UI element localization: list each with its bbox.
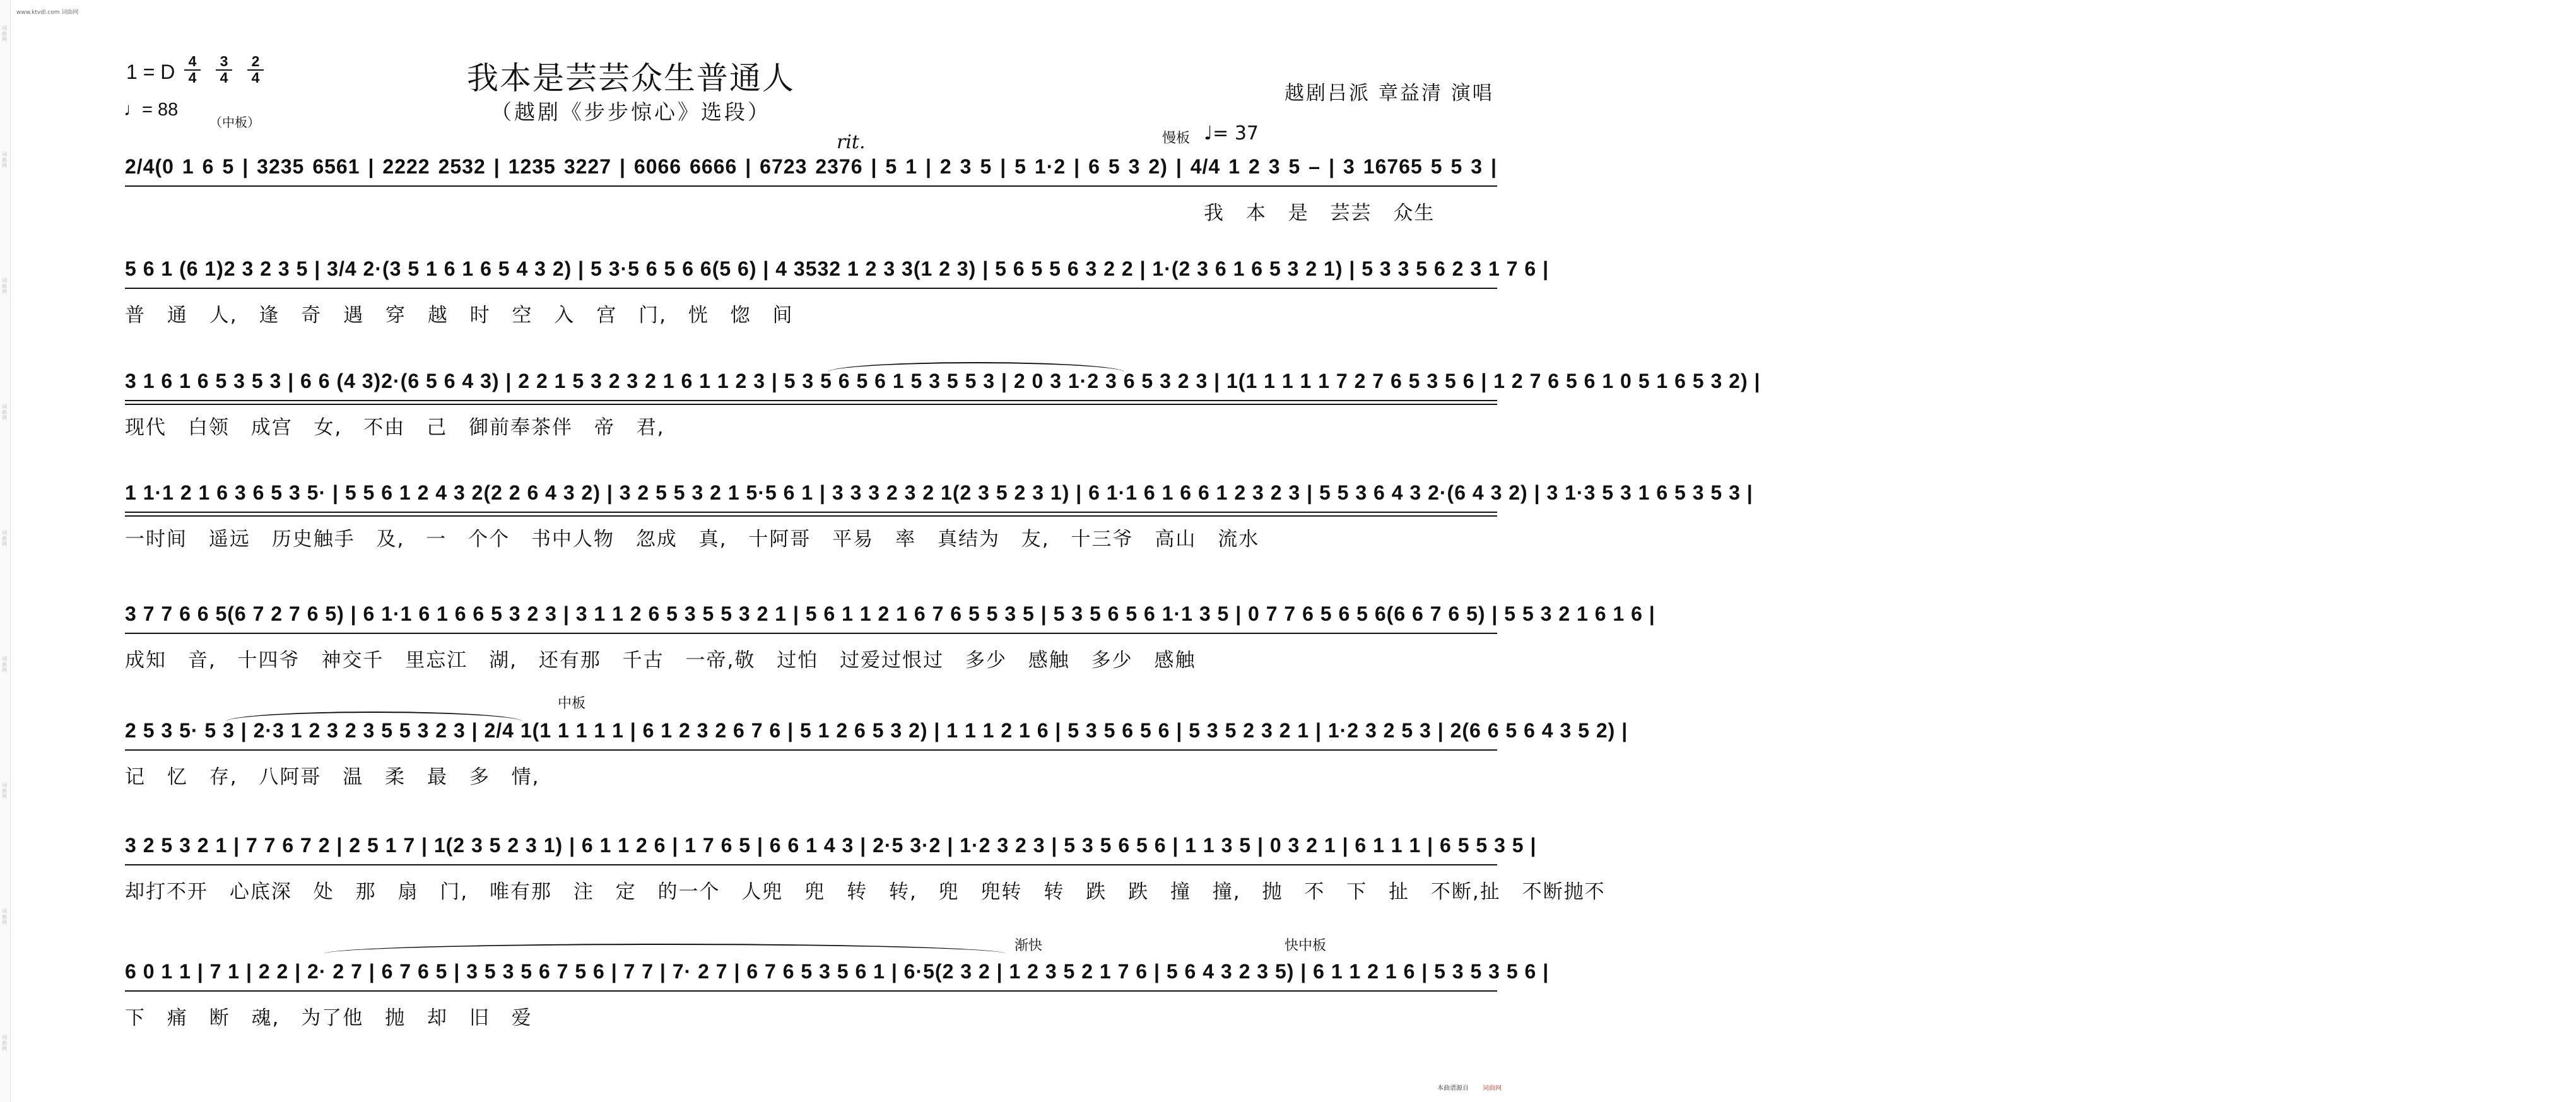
lyric-line: 一时间 遥远 历史触手 及, 一 个个 书中人物 忽成 真, 十阿哥 平易 率 真结为 友, 十三爷 高山 流水: [125, 528, 1260, 551]
beam-line: [125, 633, 1497, 634]
notation-line: 1 1·1 2 1 6 3 6 5 3 5· | 5 5 6 1 2 4 3 2(2 2 6 4 3 2) | 3 2 5 5 3 2 1 5·5 6 1 | 3 3 3 2 3 2 1(2 3 5 2 3 1) | 6 1·1 6 1 6 6 1 2 3 2 3 | 5 5 3 6 4 3 2·(6 4 3 2) | 3 1·3 5 3 1 6 5 3 5 3 |: [125, 481, 1753, 504]
key-signature: 1 = D: [126, 61, 175, 83]
strip-mark: 词曲网: [2, 656, 7, 673]
notation-line: 3 2 5 3 2 1 | 7 7 6 7 2 | 2 5 1 7 | 1(2 3 5 2 3 1) | 6 1 1 2 6 | 1 7 6 5 | 6 6 1 4 3 | 2·5 3·2 | 1·2 3 2 3 | 5 3 5 6 5 6 | 1 1 3 5 | 0 3 2 1 | 6 1 1 1 | 6 5 5 3 5 |: [125, 834, 1537, 857]
time-signature-bottom: 4: [220, 69, 228, 86]
tempo-term: （中板）: [209, 115, 260, 130]
notation-line: 5 6 1 (6 1)2 3 2 3 5 | 3/4 2·(3 5 1 6 1 6 5 4 3 2) | 5 3·5 6 5 6 6(5 6) | 4 3532 1 2 3 3(1 2 3) | 5 6 5 5 6 3 2 2 | 1·(2 3 6 1 6 5 3 2 1) | 5 3 3 5 6 2 3 1 7 6 |: [125, 257, 1550, 280]
strip-mark: 词曲网: [2, 782, 7, 799]
lyric-line: 普 通 人, 逢 奇 遇 穿 越 时 空 入 宫 门, 恍 惚 间: [125, 304, 794, 327]
beam-line: [125, 404, 1497, 405]
strip-mark: 词曲网: [2, 530, 7, 547]
lyric-line: 却打不开 心底深 处 那 扇 门, 唯有那 注 定 的一个 人兜 兜 转 转, 兜 兜转 转 跌 跌 撞 撞, 抛 不 下 扯 不断,扯 不断抛不: [125, 881, 1606, 903]
lyric-line: 下 痛 断 魂, 为了他 抛 却 旧 爱: [125, 1007, 532, 1029]
beam-line: [125, 288, 1497, 289]
strip-mark: 词曲网: [2, 1035, 7, 1052]
time-signature-bottom: 4: [188, 69, 197, 86]
slow-tempo: ♩= 37: [1204, 122, 1259, 144]
time-signature-bottom: 4: [251, 69, 260, 86]
slow-marking: 慢板: [1162, 131, 1191, 146]
song-title: 我本是芸芸众生普通人: [467, 60, 795, 97]
time-signature-top: 2: [247, 54, 264, 71]
beam-line: [125, 515, 1497, 517]
site-name: 词曲网: [61, 9, 79, 16]
beam-line: [125, 512, 1497, 513]
strip-mark: 词曲网: [2, 404, 7, 421]
strip-mark: 词曲网: [2, 25, 7, 42]
notation-line: 3 1 6 1 6 5 3 5 3 | 6 6 (4 3)2·(6 5 6 4 3) | 2 2 1 5 3 2 3 2 1 6 1 1 2 3 | 5 3 5 6 5 6 1 5 3 5 5 3 | 2 0 3 1·2 3 6 5 3 2 3 | 1(1 1 1 1 1 7 2 7 6 5 3 5 6 | 1 2 7 6 5 6 1 0 5 1 6 5 3 2) |: [125, 370, 1761, 392]
lyric-line: 我 本 是 芸芸 众生: [1204, 202, 1435, 225]
fast-mid-marking: 快中板: [1285, 938, 1327, 954]
slur-mark: [226, 712, 522, 722]
lyric-line: 成知 音, 十四爷 神交千 里忘江 湖, 还有那 千古 一帝,敬 过怕 过爱过恨过 多少 感触 多少 感触: [125, 649, 1196, 672]
performer-credit: 越剧吕派 章益清 演唱: [1285, 82, 1494, 105]
footer-source: 本曲谱源自: [1437, 1085, 1469, 1092]
notation-line: 3 7 7 6 6 5(6 7 2 7 6 5) | 6 1·1 6 1 6 6 5 3 2 3 | 3 1 1 2 6 5 3 5 5 3 2 1 | 5 6 1 1 2 1 6 7 6 5 5 3 5 | 5 3 5 6 5 6 1·1 3 5 | 0 7 7 6 5 6 5 6(6 6 7 6 5) | 5 5 3 2 1 6 1 6 |: [125, 602, 1656, 625]
lyric-line: 记 忆 存, 八阿哥 温 柔 最 多 情,: [125, 766, 540, 788]
slur-mark: [828, 362, 1124, 372]
site-watermark: [16, 8, 78, 16]
song-subtitle: （越剧《步步惊心》选段）: [491, 100, 771, 124]
site-url: www.ktvdl.com: [16, 9, 60, 16]
beam-line: [125, 990, 1497, 992]
slur-mark: [324, 944, 1006, 954]
rit-marking: rit.: [837, 131, 866, 153]
notation-line: 2/4(0 1 6 5 | 3235 6561 | 2222 2532 | 1235 3227 | 6066 6666 | 6723 2376 | 5 1 | 2 3 5 | 5 1·2 | 6 5 3 2) | 4/4 1 2 3 5 – | 3 16765 5 5 3 |: [125, 155, 1497, 178]
footer-site: 词曲网: [1483, 1085, 1502, 1092]
beam-line: [125, 185, 1497, 187]
time-signature-top: 3: [216, 54, 232, 71]
beam-line: [125, 749, 1497, 751]
faster-marking: 渐快: [1015, 938, 1043, 954]
watermark-strip: [0, 0, 11, 1102]
time-signature-top: 4: [184, 54, 201, 71]
notation-line: 2 5 3 5· 5 3 | 2·3 1 2 3 2 3 5 5 3 2 3 | 2/4 1(1 1 1 1 1 | 6 1 2 3 2 6 7 6 | 5 1 2 6 5 3 2) | 1 1 1 2 1 6 | 5 3 5 6 5 6 | 5 3 5 2 3 2 1 | 1·2 3 2 5 3 | 2(6 6 5 6 4 3 5 2) |: [125, 719, 1628, 742]
mid-tempo-marking: 中板: [558, 696, 586, 712]
strip-mark: 词曲网: [2, 908, 7, 925]
lyric-line: 现代 白领 成宫 女, 不由 己 御前奉茶伴 帝 君,: [125, 416, 665, 439]
tempo-marking: ♩= 88: [124, 100, 179, 120]
strip-mark: 词曲网: [2, 151, 7, 168]
beam-line: [125, 400, 1497, 401]
beam-line: [125, 864, 1497, 865]
notation-line: 6 0 1 1 | 7 1 | 2 2 | 2· 2 7 | 6 7 6 5 | 3 5 3 5 6 7 5 6 | 7 7 | 7· 2 7 | 6 7 6 5 3 5 6 1 | 6·5(2 3 2 | 1 2 3 5 2 1 7 6 | 5 6 4 3 2 3 5) | 6 1 1 2 1 6 | 5 3 5 3 5 6 |: [125, 960, 1550, 983]
strip-mark: 词曲网: [2, 278, 7, 295]
